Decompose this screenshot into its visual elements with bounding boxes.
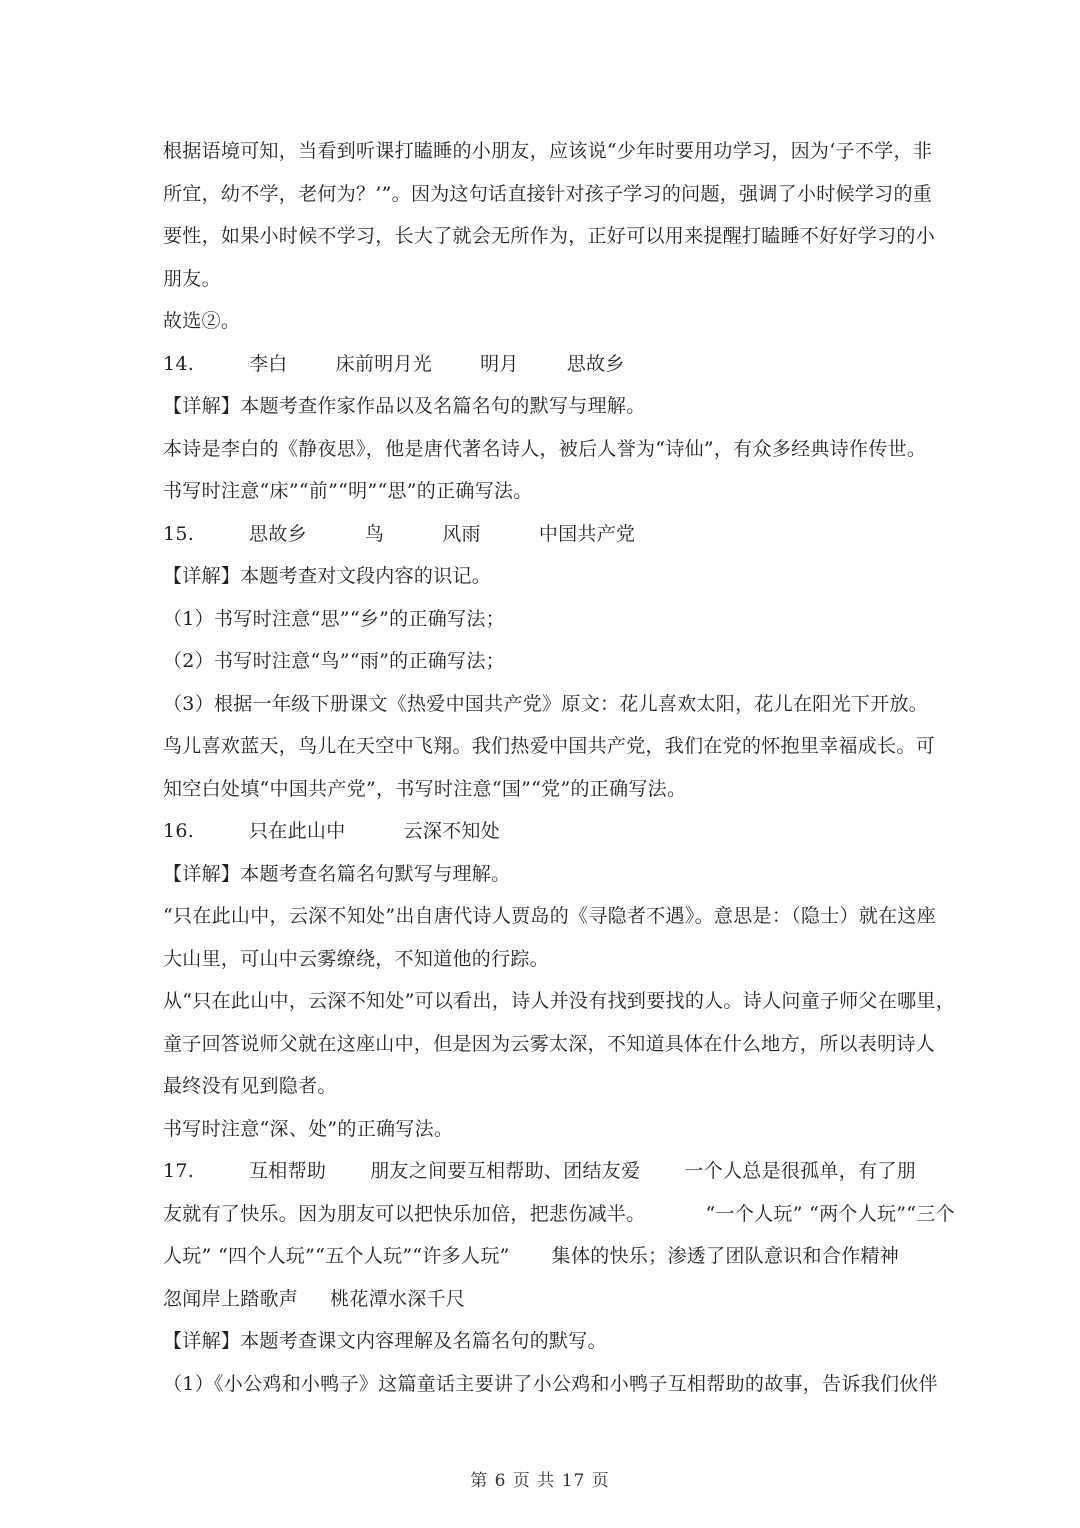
detail-line: （3）根据一年级下册课文《热爱中国共产党》原文：花儿喜欢太阳，花儿在阳光下开放。: [163, 692, 929, 715]
answer: 李白: [249, 352, 288, 375]
question-15-answers: [163, 513, 919, 556]
question-number: 14.: [163, 352, 195, 375]
question-17-answers-cont: [163, 1235, 919, 1278]
page-footer: 第 6 页 共 17 页: [470, 1471, 610, 1491]
paragraph-line: 朋友。: [163, 267, 221, 290]
answer: 风雨: [442, 522, 481, 545]
answer: 友就有了快乐。因为朋友可以把快乐加倍，把悲伤减半。: [163, 1202, 646, 1225]
detail-line: 知空白处填“中国共产党”，书写时注意“国”“党”的正确写法。: [163, 777, 687, 800]
answer: 一个人总是很孤单，有了朋: [684, 1160, 917, 1182]
detail-line: 童子回答说师父就在这座山中，但是因为云雾太深，不知道具体在什么地方，所以表明诗人: [163, 1032, 936, 1055]
answer: 朋友之间要互相帮助、团结友爱: [370, 1160, 641, 1182]
paragraph-line: 所宜，幼不学，老何为？’”。因为这句话直接针对孩子学习的问题，强调了小时候学习的重: [163, 182, 933, 205]
answer: 桃花潭水深千尺: [330, 1287, 466, 1310]
question-17-answers: [163, 1150, 919, 1193]
question-17-answers-cont: [163, 1278, 919, 1321]
detail-heading: 【详解】本题考查对文段内容的识记。: [163, 565, 492, 587]
detail-line: （2）书写时注意“鸟”“雨”的正确写法；: [163, 650, 505, 672]
detail-line: 书写时注意“床”“前”“明”“思”的正确写法。: [163, 480, 533, 502]
detail-line: 从“只在此山中，云深不知处”可以看出，诗人并没有找到要找的人。诗人问童子师父在哪里，: [163, 990, 956, 1012]
detail-heading: 【详解】本题考查名篇名句默写与理解。: [163, 862, 511, 885]
answer: 互相帮助: [249, 1160, 327, 1182]
paragraph-line: 根据语境可知，当看到听课打瞌睡的小朋友，应该说“少年时要用功学习，因为‘子不学，非: [163, 140, 933, 162]
answer: “一个人玩” “两个人玩”“三个: [705, 1202, 955, 1225]
detail-line: 大山里，可山中云雾缭绕，不知道他的行踪。: [163, 947, 550, 970]
detail-line: 书写时注意“深、处”的正确写法。: [163, 1117, 454, 1140]
detail-heading: 【详解】本题考查作家作品以及名篇名句的默写与理解。: [163, 395, 646, 417]
detail-line: “只在此山中，云深不知处”出自唐代诗人贾岛的《寻隐者不遇》。意思是：（隐士）就在这座: [163, 905, 937, 927]
answer: 只在此山中: [249, 820, 346, 842]
question-17-answers-cont: [163, 1193, 955, 1236]
answer: 中国共产党: [538, 522, 636, 545]
question-14-answers: [163, 343, 919, 386]
detail-line: （1）书写时注意“思”“乡”的正确写法；: [163, 607, 505, 630]
answer: 思故乡: [249, 522, 307, 545]
answer: 人玩” “四个人玩”“五个人玩”“许多人玩”: [163, 1245, 510, 1267]
detail-heading: 【详解】本题考查课文内容理解及名篇名句的默写。: [163, 1330, 607, 1352]
paragraph-line: 要性，如果小时候不学习，长大了就会无所作为，正好可以用来提醒打瞌睡不好好学习的小: [163, 225, 936, 247]
answer: 明月: [480, 352, 519, 375]
detail-line: （1）《小公鸡和小鸭子》这篇童话主要讲了小公鸡和小鸭子互相帮助的故事，告诉我们伙伴: [163, 1372, 938, 1395]
detail-line: 最终没有见到隐者。: [163, 1075, 337, 1097]
question-number: 15.: [163, 522, 195, 545]
page-content: [163, 130, 956, 1405]
question-number: 16.: [163, 820, 195, 842]
answer: 忽闻岸上踏歌声: [163, 1287, 299, 1310]
answer: 集体的快乐；渗透了团队意识和合作精神: [551, 1245, 900, 1267]
detail-line: 本诗是李白的《静夜思》，他是唐代著名诗人，被后人誉为“诗仙”，有众多经典诗作传世。: [163, 437, 927, 460]
answer: 床前明月光: [335, 352, 433, 375]
answer: 思故乡: [566, 352, 625, 375]
question-16-answers: [163, 810, 919, 853]
question-number: 17.: [163, 1160, 195, 1182]
answer: 鸟: [364, 522, 385, 545]
paragraph-line: 故选②。: [163, 310, 241, 332]
answer: 云深不知处: [403, 820, 501, 842]
detail-line: 鸟儿喜欢蓝天，鸟儿在天空中飞翔。我们热爱中国共产党，我们在党的怀抱里幸福成长。可: [163, 735, 936, 757]
